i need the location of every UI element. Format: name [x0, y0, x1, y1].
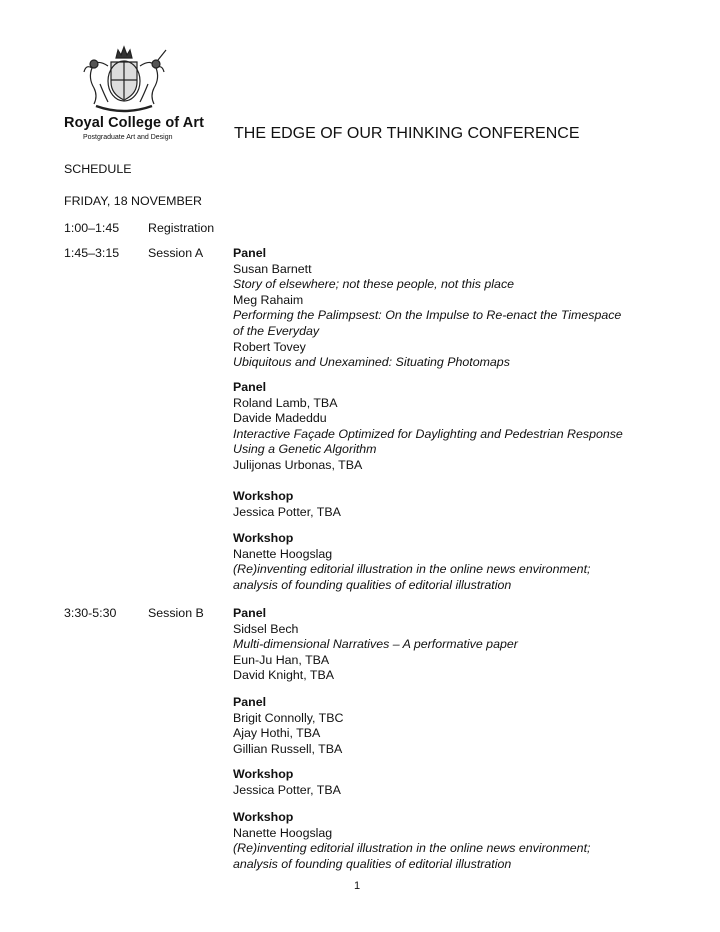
- block-heading: Workshop: [233, 531, 294, 545]
- row-time: 3:30-5:30: [64, 606, 117, 620]
- date-heading: FRIDAY, 18 NOVEMBER: [64, 194, 202, 208]
- talk-title: (Re)inventing editorial illustration in the online news environment;: [233, 562, 591, 577]
- session-b-panel-1: [233, 606, 518, 684]
- speaker-name: Jessica Potter, TBA: [233, 504, 341, 519]
- block-heading: Workshop: [233, 810, 294, 824]
- block-heading: Workshop: [233, 489, 294, 503]
- speaker-name: Nanette Hoogslag: [233, 546, 333, 561]
- talk-title: Story of elsewhere; not these people, not this place: [233, 277, 515, 292]
- talk-title: Ubiquitous and Unexamined: Situating Photomaps: [233, 355, 510, 370]
- row-session: Registration: [148, 221, 215, 235]
- speaker-name: Roland Lamb, TBA: [233, 395, 338, 410]
- speaker-name: Susan Barnett: [233, 261, 312, 276]
- session-b-workshop-2: [233, 810, 590, 872]
- block-heading: Workshop: [233, 767, 294, 781]
- speaker-name: Nanette Hoogslag: [233, 825, 333, 840]
- talk-title: Performing the Palimpsest: On the Impulse to Re-enact the Timespace: [233, 308, 622, 323]
- speaker-name: Meg Rahaim: [233, 292, 304, 307]
- talk-title: Interactive Façade Optimized for Daylighting and Pedestrian Response: [233, 426, 623, 441]
- speaker-name: Sidsel Bech: [233, 621, 299, 636]
- organization-name: Royal College of Art: [64, 115, 205, 131]
- session-a-workshop-2: [233, 531, 590, 593]
- royal-crest-icon: [78, 44, 170, 114]
- talk-title: Multi-dimensional Narratives – A performative paper: [233, 637, 518, 652]
- session-b-workshop-1: [233, 767, 341, 798]
- block-heading: Panel: [233, 606, 267, 620]
- session-a-panel-1: [233, 246, 621, 371]
- speaker-name: David Knight, TBA: [233, 668, 335, 683]
- session-a-panel-2: [233, 380, 623, 474]
- speaker-name: Davide Madeddu: [233, 411, 327, 426]
- talk-title: analysis of founding qualities of editorial illustration: [233, 577, 512, 592]
- speaker-name: Jessica Potter, TBA: [233, 782, 341, 797]
- block-heading: Panel: [233, 380, 267, 394]
- talk-title: Using a Genetic Algorithm: [233, 442, 377, 457]
- speaker-name: Ajay Hothi, TBA: [233, 726, 321, 741]
- row-time: 1:45–3:15: [64, 246, 120, 260]
- schedule-heading: SCHEDULE: [64, 162, 132, 176]
- conference-title: THE EDGE OF OUR THINKING CONFERENCE: [234, 125, 580, 142]
- talk-title: of the Everyday: [233, 323, 320, 338]
- block-heading: Panel: [233, 695, 267, 709]
- block-heading: Panel: [233, 246, 267, 260]
- row-time: 1:00–1:45: [64, 221, 120, 235]
- session-b-panel-2: [233, 695, 343, 757]
- session-a-workshop-1: [233, 489, 341, 520]
- row-session: Session A: [148, 246, 204, 260]
- speaker-name: Julijonas Urbonas, TBA: [233, 457, 363, 472]
- speaker-name: Gillian Russell, TBA: [233, 741, 343, 756]
- row-session: Session B: [148, 606, 204, 620]
- speaker-name: Brigit Connolly, TBC: [233, 710, 344, 725]
- talk-title: analysis of founding qualities of editorial illustration: [233, 856, 512, 871]
- talk-title: (Re)inventing editorial illustration in the online news environment;: [233, 841, 591, 856]
- organization-subtitle: Postgraduate Art and Design: [83, 134, 173, 141]
- speaker-name: Robert Tovey: [233, 339, 306, 354]
- page-number: 1: [354, 880, 361, 892]
- speaker-name: Eun-Ju Han, TBA: [233, 652, 330, 667]
